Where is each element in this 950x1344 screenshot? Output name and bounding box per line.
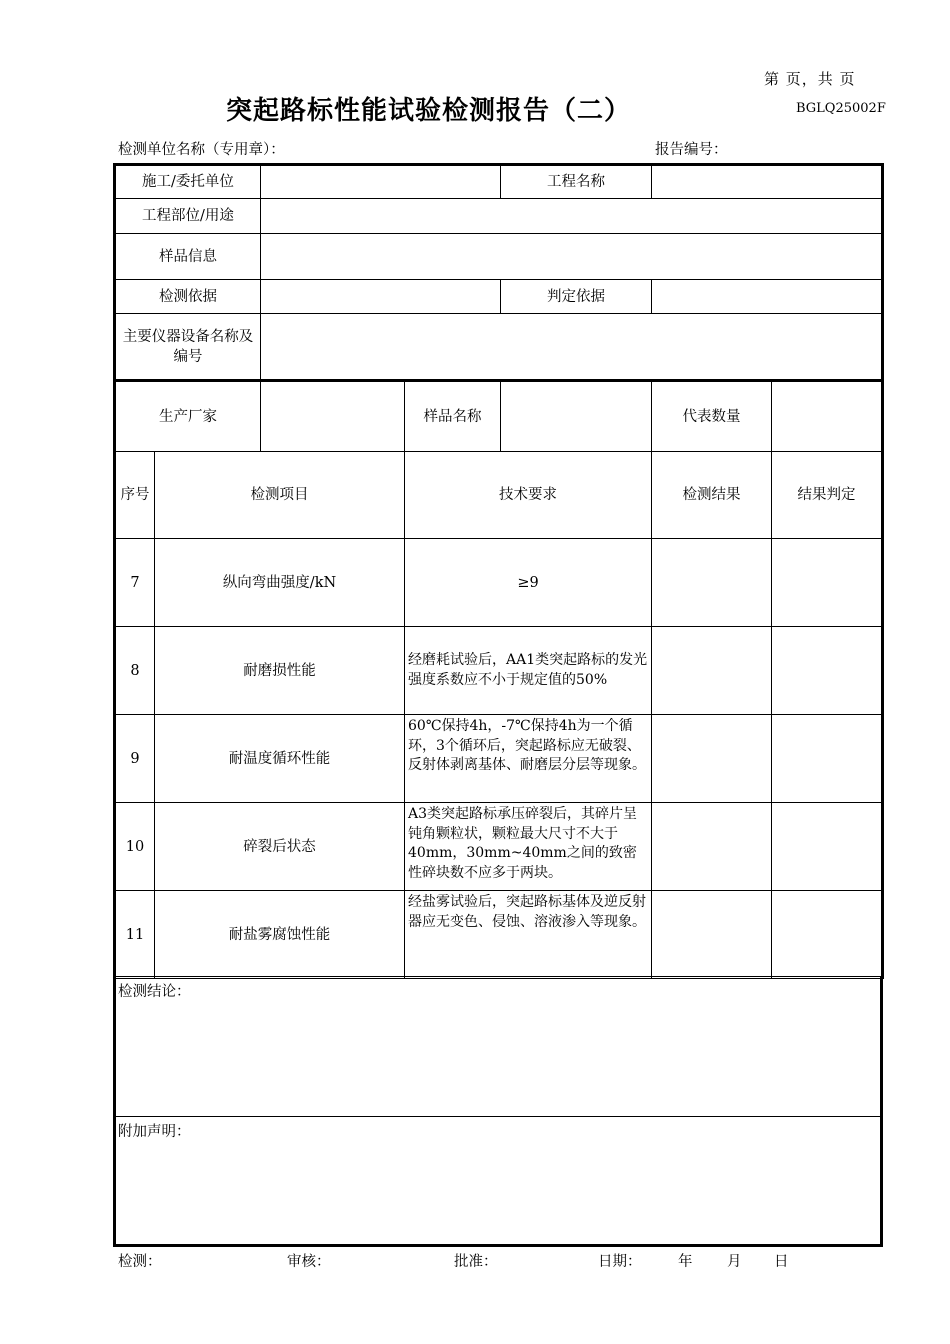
row-judgement-field[interactable] (772, 803, 883, 891)
row-judgement-field[interactable] (772, 539, 883, 627)
header-no: 序号 (115, 452, 155, 539)
row-requirement: 60℃保持4h，-7℃保持4h为一个循环，3个循环后，突起路标应无破裂、反射体剥离基体、耐磨层分层等现象。 (405, 715, 652, 803)
row-no: 10 (115, 803, 155, 891)
judge-basis-label: 判定依据 (501, 280, 652, 314)
header-result: 检测结果 (652, 452, 772, 539)
row-requirement: A3类突起路标承压碎裂后，其碎片呈钝角颗粒状，颗粒最大尺寸不大于40mm，30mm~40mm之间的致密性碎块数不应多于两块。 (405, 803, 652, 891)
date-label: 日期： (598, 1254, 642, 1270)
conclusion-box[interactable] (113, 976, 883, 1117)
row-item: 碎裂后状态 (155, 803, 405, 891)
table-row (115, 539, 883, 627)
statement-label: 附加声明： (118, 1124, 191, 1140)
statement-box[interactable] (113, 1116, 883, 1247)
test-basis-field[interactable] (261, 280, 501, 314)
location-field[interactable] (261, 199, 883, 234)
row-requirement: 经磨耗试验后，AA1类突起路标的发光强度系数应不小于规定值的50% (405, 627, 652, 715)
info-table (113, 163, 884, 380)
table-row (115, 627, 883, 715)
sample-name-field[interactable] (501, 381, 652, 452)
test-items-table (113, 379, 884, 979)
header-requirement: 技术要求 (405, 452, 652, 539)
row-result-field[interactable] (652, 891, 772, 979)
sample-info-label: 样品信息 (115, 234, 261, 280)
month-label: 月 (727, 1254, 742, 1270)
row-no: 11 (115, 891, 155, 979)
project-name-field[interactable] (652, 165, 883, 199)
row-no: 9 (115, 715, 155, 803)
row-judgement-field[interactable] (772, 627, 883, 715)
row-item: 耐盐雾腐蚀性能 (155, 891, 405, 979)
reviewer-label: 审核： (287, 1254, 331, 1270)
table-row (115, 891, 883, 979)
table-row (115, 715, 883, 803)
report-number-label: 报告编号： (655, 142, 728, 158)
row-result-field[interactable] (652, 627, 772, 715)
table-header-row (115, 452, 883, 539)
report-title: 突起路标性能试验检测报告（二） (226, 96, 632, 126)
row-result-field[interactable] (652, 803, 772, 891)
row-result-field[interactable] (652, 715, 772, 803)
instrument-field[interactable] (261, 314, 883, 380)
row-item: 耐温度循环性能 (155, 715, 405, 803)
client-label: 施工/委托单位 (115, 165, 261, 199)
row-result-field[interactable] (652, 539, 772, 627)
row-judgement-field[interactable] (772, 891, 883, 979)
quantity-field[interactable] (772, 381, 883, 452)
sample-name-label: 样品名称 (405, 381, 501, 452)
project-name-label: 工程名称 (501, 165, 652, 199)
header-judgement: 结果判定 (772, 452, 883, 539)
page-number: 第 页，共 页 (764, 70, 856, 88)
table-row (115, 803, 883, 891)
row-no: 8 (115, 627, 155, 715)
row-item: 耐磨损性能 (155, 627, 405, 715)
tester-label: 检测： (118, 1254, 162, 1270)
judge-basis-field[interactable] (652, 280, 883, 314)
approver-label: 批准： (454, 1254, 498, 1270)
sample-info-field[interactable] (261, 234, 883, 280)
header-item: 检测项目 (155, 452, 405, 539)
manufacturer-label: 生产厂家 (115, 381, 261, 452)
row-item: 纵向弯曲强度/kN (155, 539, 405, 627)
test-basis-label: 检测依据 (115, 280, 261, 314)
form-code: BGLQ25002F (796, 101, 886, 116)
client-field[interactable] (261, 165, 501, 199)
row-judgement-field[interactable] (772, 715, 883, 803)
row-requirement: 经盐雾试验后，突起路标基体及逆反射器应无变色、侵蚀、溶液渗入等现象。 (405, 891, 652, 979)
instrument-label: 主要仪器设备名称及编号 (115, 314, 261, 380)
location-label: 工程部位/用途 (115, 199, 261, 234)
row-no: 7 (115, 539, 155, 627)
row-requirement: ≥9 (405, 539, 652, 627)
conclusion-label: 检测结论： (118, 984, 191, 1000)
quantity-label: 代表数量 (652, 381, 772, 452)
year-label: 年 (678, 1254, 693, 1270)
day-label: 日 (774, 1254, 789, 1270)
manufacturer-field[interactable] (261, 381, 405, 452)
testing-unit-label: 检测单位名称（专用章）： (118, 142, 285, 158)
